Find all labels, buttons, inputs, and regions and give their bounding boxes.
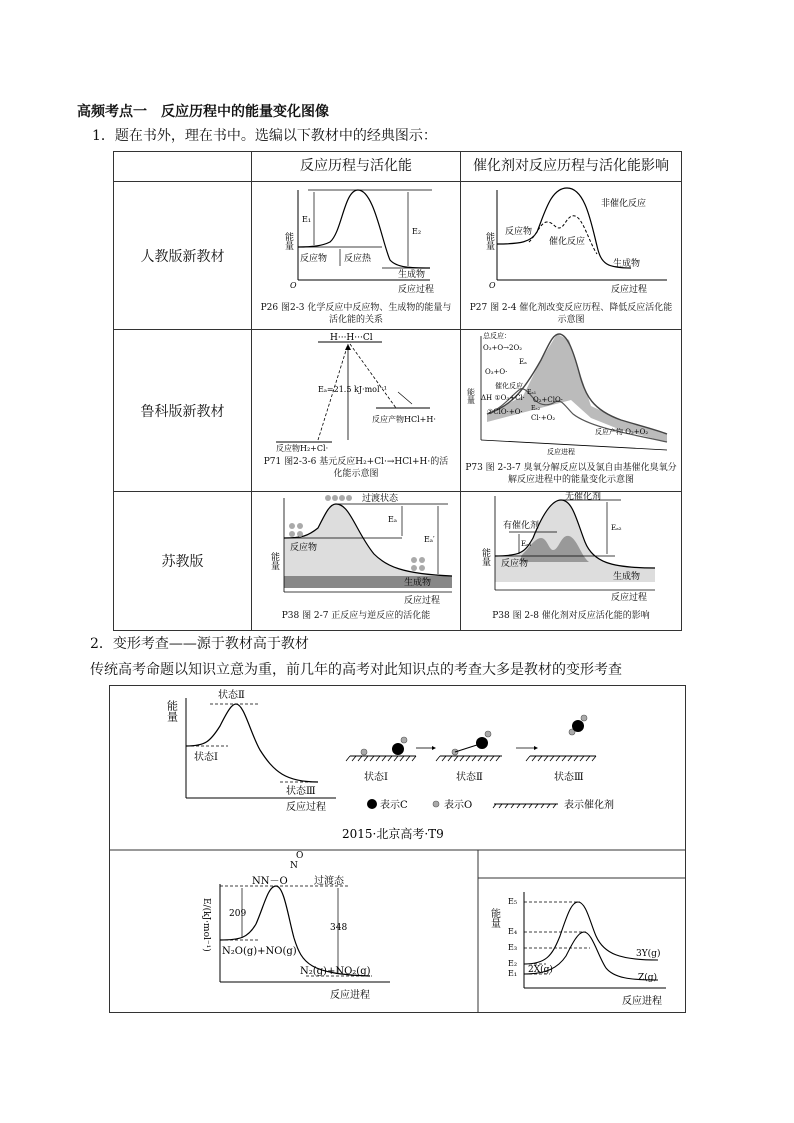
dh-label: ΔH ①O₃+Cl· (481, 394, 525, 402)
row-label-sujiao: 苏教版 (114, 492, 252, 631)
oxygen-legend-icon (433, 801, 439, 807)
bj-s2: 状态Ⅱ (218, 690, 245, 701)
carbon-legend-icon (367, 799, 377, 809)
origin: O (290, 281, 297, 290)
energy-diagram-lk2 (461, 330, 681, 458)
n2o-xlabel: 反应进程 (330, 990, 370, 1001)
ea-label: Eₐ (519, 358, 527, 366)
section-heading: 高频考点一 反应历程中的能量变化图像 (77, 104, 329, 120)
clo-label: O₂+ClO· (533, 396, 563, 404)
n2o-top: NN－O (252, 876, 288, 887)
variant-figures-box (109, 685, 686, 1013)
fig-lk-activation (252, 330, 461, 492)
state3-label: 状态Ⅲ (554, 772, 584, 783)
legend-c: 表示C (380, 800, 408, 811)
heat-label: 反应热 (344, 254, 372, 264)
caption-rj1: P26 图2-3 化学反应中反应物、生成物的能量与活化能的关系 (260, 303, 452, 325)
ea1-label: Eₐ₁ (521, 540, 532, 548)
section-2-heading: 2．变形考查——源于教材高于教材 (90, 636, 309, 652)
reactant-label: 反应物H₂+Cl· (276, 444, 329, 452)
legend-cat: 表示催化剂 (564, 800, 614, 811)
n2o-product: N₂(g)+NO₂(g) (300, 966, 371, 977)
fig-lk-catalyst (461, 330, 682, 492)
n2o-reactant: N₂O(g)+NO(g) (222, 946, 297, 957)
ts-label: 过渡状态 (362, 494, 399, 504)
ts-label: H···H···Cl (330, 333, 373, 343)
cat-label: 有催化剂 (503, 521, 540, 531)
n2o-ylabel: E/(kJ·mol⁻¹) (201, 898, 211, 952)
intro-paragraph: 1．题在书外，理在书中。选编以下教材中的经典图示： (92, 128, 437, 144)
fig-rj-activation (252, 182, 461, 330)
xyz-ylabel: 能量 (488, 908, 500, 928)
energy-diagram-lk1 (252, 330, 460, 452)
caption-sj1: P38 图 2-7 正反应与逆反应的活化能 (281, 611, 431, 621)
fig-sj-activation (252, 492, 461, 631)
n2o-209: 209 (229, 909, 247, 919)
cat-label: 催化反应 (549, 237, 586, 247)
caption-lk2: P73 图 2-3-7 臭氧分解反应以及氯自由基催化臭氧分解反应进程中的能量变化示意图 (465, 463, 677, 485)
state1-label: 状态Ⅰ (364, 772, 388, 783)
n2o-o: O (296, 851, 304, 861)
xyz-e4: E₄ (508, 927, 518, 936)
ea2-label: Eₐ₂ (611, 524, 622, 532)
ea1-label: Eₐ₁ (527, 389, 537, 396)
xyz-y: 3Y(g) (636, 949, 661, 959)
textbook-figure-table (113, 151, 682, 631)
bj-ylabel: 能量 (165, 700, 179, 722)
product-label: 生成物 (613, 259, 641, 269)
e2-label: E₂ (412, 227, 422, 236)
source-label: 2015·北京高考·T9 (342, 827, 444, 841)
product-label: 反应产物HCl+H· (372, 415, 436, 424)
xlabel: 反应进程 (547, 448, 575, 456)
ylabel: 能量 (484, 232, 494, 250)
reactant-label: 反应物 (501, 559, 529, 569)
ea-prime-label: Eₐ′ (424, 535, 435, 544)
bj-s1: 状态Ⅰ (194, 752, 218, 763)
energy-diagram-sj1 (252, 492, 460, 606)
fig-sj-catalyst (461, 492, 682, 631)
reactant-label: 反应物 (505, 227, 533, 237)
n2o-ts: 过渡态 (314, 876, 344, 887)
energy-diagram-rj2 (461, 182, 681, 298)
bj-s3: 状态Ⅲ (286, 786, 316, 797)
xyz-xlabel: 反应进程 (622, 996, 662, 1007)
caption-rj2: P27 图 2-4 催化剂改变反应历程、降低反应活化能示意图 (469, 303, 673, 325)
xlabel: 反应过程 (611, 593, 648, 603)
xyz-z: Z(g) (638, 973, 658, 983)
xyz-e5: E₅ (508, 897, 518, 906)
ea2-label: Eₐ₂ (531, 405, 541, 412)
caption-sj2: P38 图 2-8 催化剂对反应活化能的影响 (492, 611, 650, 621)
bj-xlabel: 反应过程 (286, 802, 326, 813)
col-header-activation: 反应历程与活化能 (252, 152, 461, 182)
cat-label: 催化反应 (495, 382, 523, 390)
legend-o: 表示O (444, 800, 473, 811)
reactant-label: 反应物 (290, 543, 318, 553)
cl-label: Cl·+O₂ (531, 414, 556, 422)
energy-diagram-rj1 (252, 182, 460, 298)
ea-label: Eₐ=21.5 kJ·mol⁻¹ (318, 385, 387, 394)
product-label: 生成物 (398, 270, 426, 280)
xlabel: 反应过程 (404, 596, 441, 606)
e1-label: E₁ (302, 215, 312, 224)
prod-label: 反应产物 O₂+O₂ (595, 428, 649, 436)
xyz-e1: E₁ (508, 969, 518, 978)
n2o-n: N (290, 861, 298, 871)
r1-label: O₃+O· (485, 368, 508, 376)
xlabel: 反应过程 (398, 285, 435, 295)
uncat-label: 非催化反应 (601, 199, 647, 209)
xyz-e2: E₂ (508, 959, 518, 968)
xlabel: 反应过程 (611, 285, 648, 295)
n2o-348: 348 (330, 923, 348, 933)
variant-figures (110, 686, 685, 1012)
caption-lk1: P71 图2-3-6 基元反应H₂+Cl·→HCl+H·的活化能示意图 (263, 457, 449, 479)
section-2-paragraph: 传统高考命题以知识立意为重，前几年的高考对此知识点的考查大多是教材的变形考查 (90, 662, 622, 678)
ylabel: 能量 (283, 232, 293, 250)
row-label-luke: 鲁科版新教材 (114, 330, 252, 492)
ylabel: 能量 (480, 548, 490, 566)
eq2-label: ②ClO·+O· (487, 408, 523, 416)
eq1-label: O₃+O→2O₂ (483, 344, 523, 352)
energy-diagram-sj2 (461, 492, 681, 606)
xyz-e3: E₃ (508, 943, 518, 952)
product-label: 生成物 (613, 572, 641, 582)
product-label: 生成物 (404, 578, 432, 588)
ylabel: 能量 (466, 388, 476, 404)
state2-label: 状态Ⅱ (456, 772, 483, 783)
xyz-x: 2X(g) (528, 965, 553, 975)
ea-label: Eₐ (388, 515, 397, 524)
ylabel: 能量 (269, 552, 279, 570)
fig-rj-catalyst (461, 182, 682, 330)
total-label: 总反应： (483, 332, 511, 340)
state-illustrations (346, 715, 596, 761)
row-label-renjiao: 人教版新教材 (114, 182, 252, 330)
uncat-label: 无催化剂 (565, 492, 602, 502)
origin: O (489, 281, 496, 290)
reactant-label: 反应物 (300, 254, 328, 264)
col-header-catalyst: 催化剂对反应历程与活化能影响 (461, 152, 682, 182)
